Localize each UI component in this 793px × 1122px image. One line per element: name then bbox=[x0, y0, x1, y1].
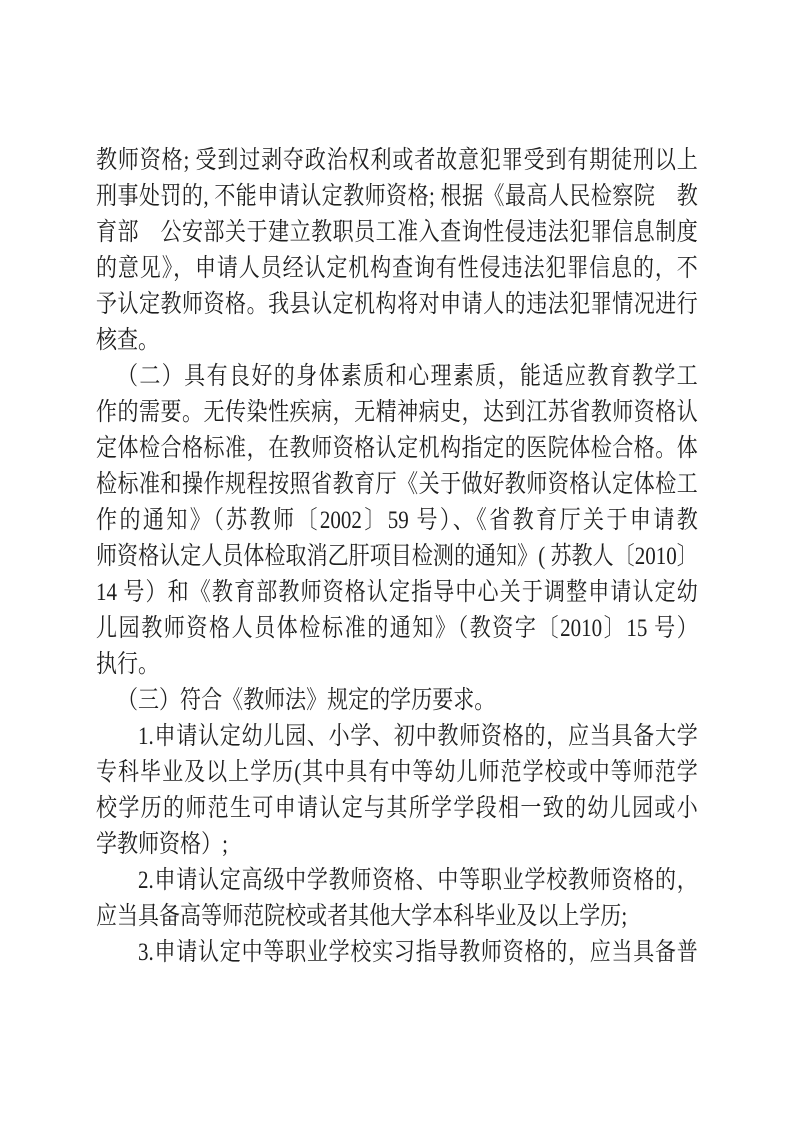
text-line: 刑事处罚的, 不能申请认定教师资格; 根据《最高人民检察院 教 bbox=[96, 183, 698, 210]
text-line: 师资格认定人员体检取消乙肝项目检测的通知》( 苏教人〔2010〕 bbox=[96, 543, 698, 570]
text-line: 3.申请认定中等职业学校实习指导教师资格的，应当具备普 bbox=[138, 939, 698, 966]
text-line: 育部 公安部关于建立教职员工准入查询性侵违法犯罪信息制度 bbox=[96, 219, 698, 246]
text-line: 学教师资格）; bbox=[96, 831, 228, 858]
text-line: 执行。 bbox=[96, 651, 160, 678]
text-line: 校学历的师范生可申请认定与其所学学段相一致的幼儿园或小 bbox=[96, 795, 698, 822]
text-line: 定体检合格标准，在教师资格认定机构指定的医院体检合格。体 bbox=[96, 435, 698, 462]
text-line: 检标准和操作规程按照省教育厅《关于做好教师资格认定体检工 bbox=[96, 471, 698, 498]
text-line: 儿园教师资格人员体检标准的通知》（教资字〔2010〕15 号） bbox=[96, 615, 698, 642]
text-line: （三）符合《教师法》规定的学历要求。 bbox=[117, 687, 496, 714]
document-body bbox=[96, 143, 698, 971]
text-line: 14 号）和《教育部教师资格认定指导中心关于调整申请认定幼 bbox=[96, 579, 698, 606]
text-line: 予认定教师资格。我县认定机构将对申请人的违法犯罪情况进行 bbox=[96, 291, 698, 318]
text-line: 作的需要。无传染性疾病，无精神病史，达到江苏省教师资格认 bbox=[96, 399, 698, 426]
text-line: 教师资格; 受到过剥夺政治权利或者故意犯罪受到有期徒刑以上 bbox=[96, 147, 698, 174]
text-line: 作的通知》（苏教师〔2002〕59 号）、《省教育厅关于申请教 bbox=[96, 507, 698, 534]
text-line: （二）具有良好的身体素质和心理素质，能适应教育教学工 bbox=[117, 363, 698, 390]
text-line: 的意见》，申请人员经认定机构查询有性侵违法犯罪信息的，不 bbox=[96, 255, 698, 282]
text-line: 1.申请认定幼儿园、小学、初中教师资格的，应当具备大学 bbox=[138, 723, 698, 750]
text-line: 2.申请认定高级中学教师资格、中等职业学校教师资格的， bbox=[138, 867, 698, 894]
text-line: 核查。 bbox=[96, 327, 160, 354]
text-line: 应当具备高等师范院校或者其他大学本科毕业及以上学历; bbox=[96, 903, 628, 930]
text-line: 专科毕业及以上学历(其中具有中等幼儿师范学校或中等师范学 bbox=[96, 759, 698, 786]
